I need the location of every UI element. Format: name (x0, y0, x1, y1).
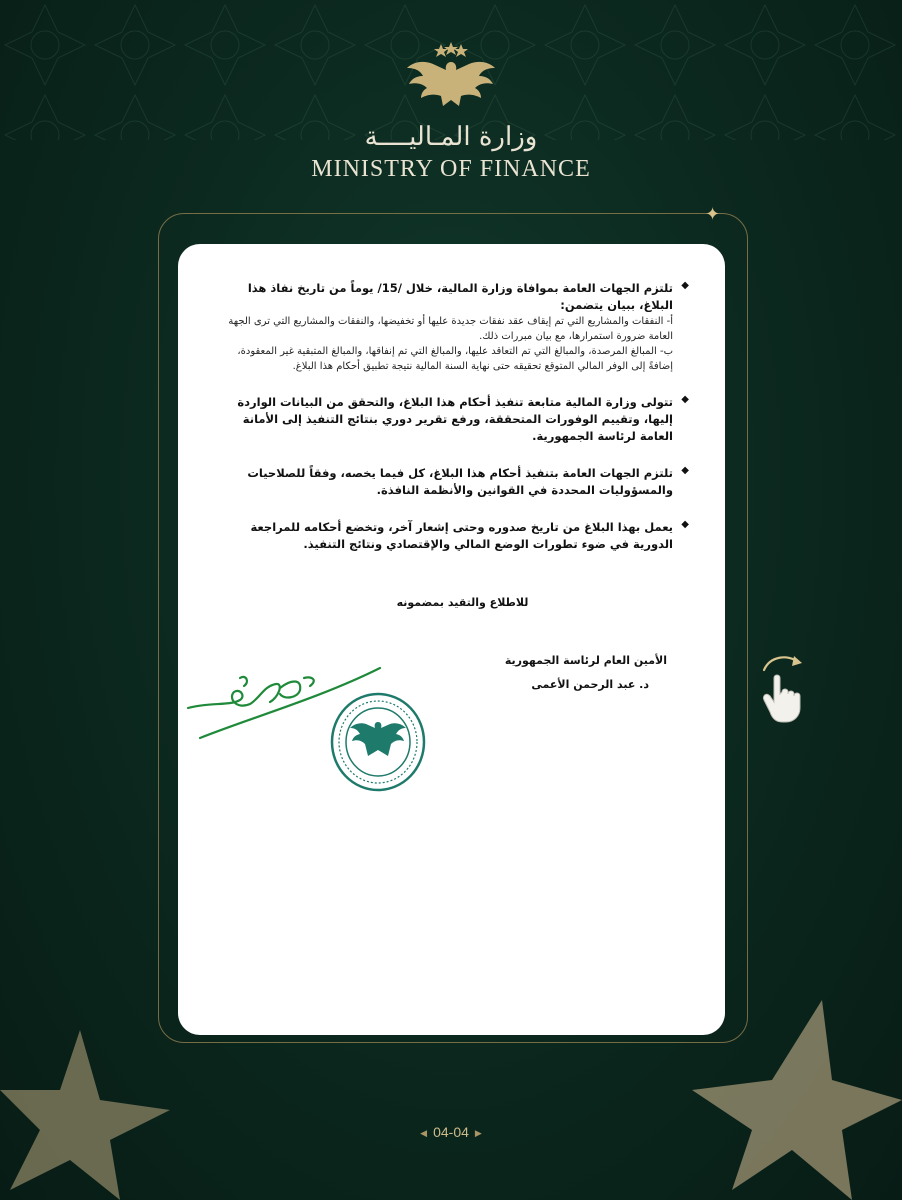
decorative-star-icon (0, 1010, 200, 1200)
document-card (178, 244, 725, 1035)
bullet-icon: ◆ (681, 394, 689, 405)
clause-sub-b: ب- المبالغ المرصدة، والمبالغ التي تم التعاقد عليها، والمبالغ التي تم إنفاقها، والمبالغ المتبقية غير المعقودة، إضافةً إلى الوفر المالي المتوقع تحقيقه حتى نهاية السنة المالية نتيجة تطبيق أحكام هذا البلاغ. (237, 346, 673, 372)
next-page-icon[interactable]: ▶ (474, 1128, 482, 1138)
page-indicator (0, 1124, 902, 1140)
clause-2 (216, 394, 689, 445)
decorative-star-icon (672, 990, 902, 1200)
official-seal-icon (328, 690, 428, 794)
clause-lead: تلتزم الجهات العامة بموافاة وزارة المالية، خلال /15/ يوماً من تاريخ نفاذ هذا البلاغ، ببيان يتضمن: (247, 281, 673, 312)
clause-lead: يعمل بهذا البلاغ من تاريخ صدوره وحتى إشعار آخر، وتخضع أحكامه للمراجعة الدورية في ضوء تطورات الوضع المالي والإقتصادي ونتائج التنفيذ. (250, 520, 673, 551)
clause-sub-a: أ- النفقات والمشاريع التي تم إيقاف عقد نفقات جديدة عليها أو تخفيضها، والنفقات والمشاريع التي ترى الجهة العامة ضرورة استمرارها، مع بيان مبررات ذلك. (228, 316, 673, 342)
clause-lead: تلتزم الجهات العامة بتنفيذ أحكام هذا البلاغ، كل فيما يخصه، وفقاً للصلاحيات والمسؤوليات المحددة في القوانين والأنظمة النافذة. (247, 466, 673, 497)
signatory-title: الأمين العام لرئاسة الجمهورية (504, 654, 667, 667)
bullet-icon: ◆ (681, 519, 689, 530)
prev-page-icon[interactable]: ◀ (420, 1128, 428, 1138)
sparkle-icon: ✦ (705, 204, 721, 225)
signatory-name: د. عبد الرحمن الأعمى (531, 678, 649, 691)
bullet-icon: ◆ (681, 465, 689, 476)
page-number: 04-04 (433, 1124, 469, 1140)
clause-3 (216, 465, 689, 499)
ministry-name-arabic: وزارة المـاليــــة (364, 122, 538, 152)
closing-line: للاطلاع والتقيد بمضمونه (396, 596, 529, 609)
clause-lead: تتولى وزارة المالية متابعة تنفيذ أحكام هذا البلاغ، والتحقق من البيانات الواردة إليها، وتقييم الوفورات المتحققة، ورفع تقرير دوري بنتائج التنفيذ إلى الأمانة العامة لرئاسة الجمهورية. (237, 395, 673, 443)
document-body (216, 280, 689, 691)
swipe-hand-icon[interactable] (752, 648, 816, 724)
ministry-name-english: MINISTRY OF FINANCE (311, 156, 591, 182)
bullet-icon: ◆ (681, 280, 689, 291)
clause-4 (216, 519, 689, 553)
ministry-header (0, 40, 902, 183)
eagle-emblem-icon (403, 40, 499, 112)
clause-1 (216, 280, 689, 374)
